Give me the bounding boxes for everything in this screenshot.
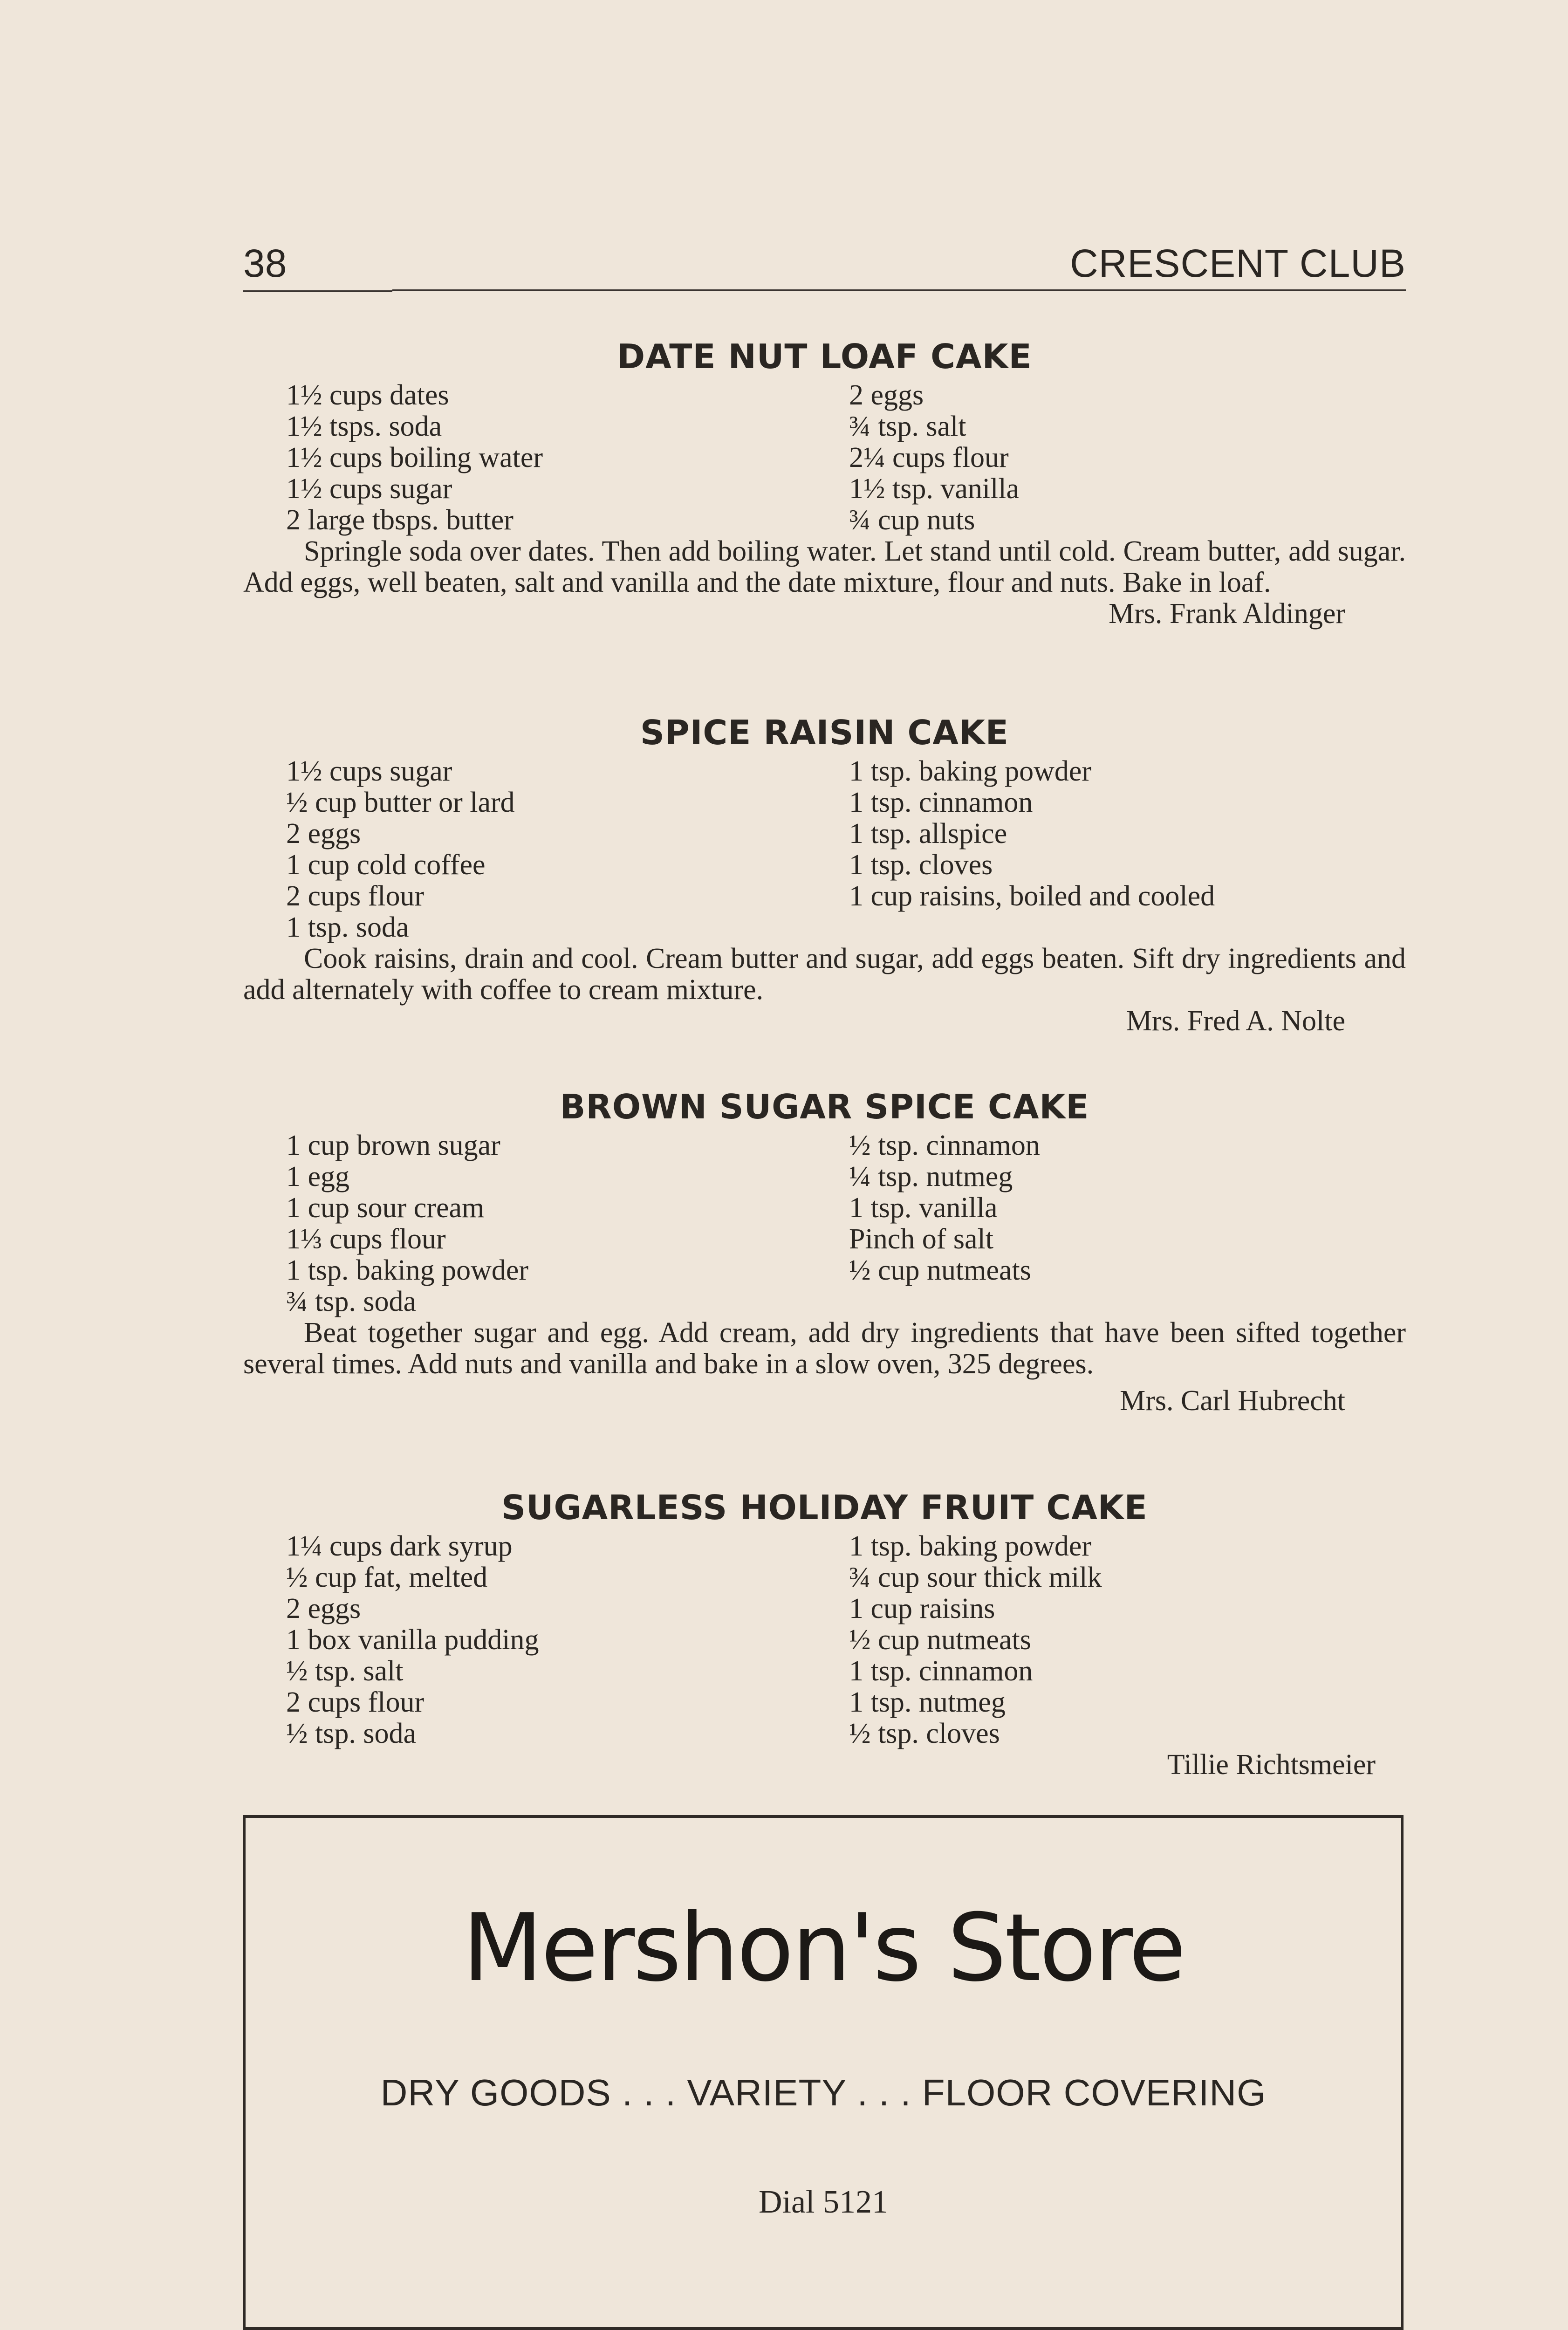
- ingredient: 1 cup sour cream: [286, 1192, 485, 1224]
- ingredient: ¾ cup nuts: [849, 504, 975, 536]
- running-title: CRESCENT CLUB: [1070, 241, 1406, 285]
- store-tagline: DRY GOODS . . . VARIETY . . . FLOOR COVERING: [380, 2072, 1267, 2113]
- ingredient-list: [243, 1130, 1406, 1317]
- recipe-author: Tillie Richtsmeier: [1167, 1749, 1376, 1781]
- recipe-date-nut-loaf-cake: [243, 333, 1406, 630]
- ingredient: 1 tsp. allspice: [849, 818, 1007, 850]
- recipe-title: SUGARLESS HOLIDAY FRUIT CAKE: [501, 1488, 1148, 1527]
- ingredient: 1 cup raisins, boiled and cooled: [849, 880, 1215, 912]
- ingredient: ½ tsp. salt: [286, 1655, 404, 1687]
- ingredient: 1 tsp. baking powder: [286, 1254, 529, 1286]
- ingredient: 1 cup cold coffee: [286, 849, 486, 881]
- ingredient: 1 tsp. baking powder: [849, 755, 1092, 787]
- recipe-method: Springle soda over dates. Then add boiling water. Let stand until cold. Cream butter, add sugar. Add eggs, well beaten, salt and vanilla and the date mixture, flour and nuts. Bake in loaf.: [243, 535, 1406, 598]
- ingredient: ½ tsp. soda: [286, 1718, 416, 1749]
- store-phone: Dial 5121: [758, 2184, 889, 2220]
- recipe-spice-raisin-cake: [243, 709, 1406, 1037]
- ingredient: 1¼ cups dark syrup: [286, 1530, 513, 1562]
- ingredient: 1½ cups boiling water: [286, 442, 543, 473]
- ingredient-list: [243, 380, 1406, 536]
- ingredient: 1½ tsps. soda: [286, 411, 442, 442]
- recipe-author: Mrs. Fred A. Nolte: [1126, 1005, 1345, 1037]
- ingredient: ½ cup nutmeats: [849, 1624, 1031, 1656]
- ingredient: 1 tsp. cinnamon: [849, 787, 1033, 818]
- ingredient: 2 large tbsps. butter: [286, 504, 514, 536]
- ingredient: 1 box vanilla pudding: [286, 1624, 539, 1656]
- ingredient: 1 tsp. cinnamon: [849, 1655, 1033, 1687]
- ingredient: 2 eggs: [849, 379, 924, 411]
- ingredient: ¾ tsp. soda: [286, 1286, 416, 1317]
- ingredient: 2 eggs: [286, 1593, 361, 1624]
- recipe-title: DATE NUT LOAF CAKE: [617, 337, 1032, 376]
- page-number: 38: [243, 241, 287, 285]
- ingredient: 1 tsp. cloves: [849, 849, 993, 881]
- recipe-author: Mrs. Carl Hubrecht: [1120, 1385, 1345, 1417]
- ingredient: ½ tsp. cinnamon: [849, 1130, 1040, 1161]
- recipe-method: Cook raisins, drain and cool. Cream butter and sugar, add eggs beaten. Sift dry ingredients and add alternately with coffee to cream mixture.: [243, 943, 1406, 1006]
- ingredient: 1½ tsp. vanilla: [849, 473, 1020, 505]
- ingredient: ½ cup fat, melted: [286, 1562, 488, 1593]
- ingredient: 1 egg: [286, 1161, 350, 1192]
- recipe-brown-sugar-spice-cake: [243, 1083, 1406, 1417]
- recipe-title: BROWN SUGAR SPICE CAKE: [560, 1087, 1089, 1126]
- ingredient: ½ cup butter or lard: [286, 787, 515, 818]
- ingredient: 1⅓ cups flour: [286, 1223, 446, 1255]
- page-header: [243, 240, 1406, 294]
- ingredient: Pinch of salt: [849, 1223, 993, 1255]
- ingredient: 1 tsp. vanilla: [849, 1192, 998, 1224]
- recipe-title: SPICE RAISIN CAKE: [640, 713, 1009, 752]
- store-name: Mershon's Store: [462, 1894, 1185, 2002]
- ingredient: 2 cups flour: [286, 1686, 425, 1718]
- store-advertisement: [243, 1815, 1404, 2330]
- ingredient: 2 cups flour: [286, 880, 425, 912]
- ingredient: 1 tsp. soda: [286, 911, 409, 943]
- ingredient: 1 tsp. baking powder: [849, 1530, 1092, 1562]
- ingredient: 1 cup brown sugar: [286, 1130, 500, 1161]
- header-rule-right: [392, 289, 1406, 291]
- ingredient: 1 cup raisins: [849, 1593, 995, 1624]
- ingredient: 2¼ cups flour: [849, 442, 1009, 473]
- ingredient: 1 tsp. nutmeg: [849, 1686, 1006, 1718]
- ingredient: 1½ cups sugar: [286, 473, 452, 505]
- ingredient: 2 eggs: [286, 818, 361, 850]
- ingredient-list: [243, 1531, 1406, 1749]
- header-rule-left: [243, 290, 392, 292]
- ingredient-list: [243, 756, 1406, 943]
- recipe-method: Beat together sugar and egg. Add cream, add dry ingredients that have been sifted together several times. Add nuts and vanilla and bake in a slow oven, 325 degrees.: [243, 1317, 1406, 1380]
- ingredient: 1½ cups dates: [286, 379, 449, 411]
- recipe-author: Mrs. Frank Aldinger: [1108, 598, 1345, 630]
- ingredient: ½ cup nutmeats: [849, 1254, 1031, 1286]
- recipe-sugarless-holiday-fruit-cake: [243, 1484, 1406, 1781]
- ingredient: ¾ tsp. salt: [849, 411, 966, 442]
- ingredient: 1½ cups sugar: [286, 755, 452, 787]
- ingredient: ¾ cup sour thick milk: [849, 1562, 1102, 1593]
- ingredient: ½ tsp. cloves: [849, 1718, 1000, 1749]
- ingredient: ¼ tsp. nutmeg: [849, 1161, 1013, 1192]
